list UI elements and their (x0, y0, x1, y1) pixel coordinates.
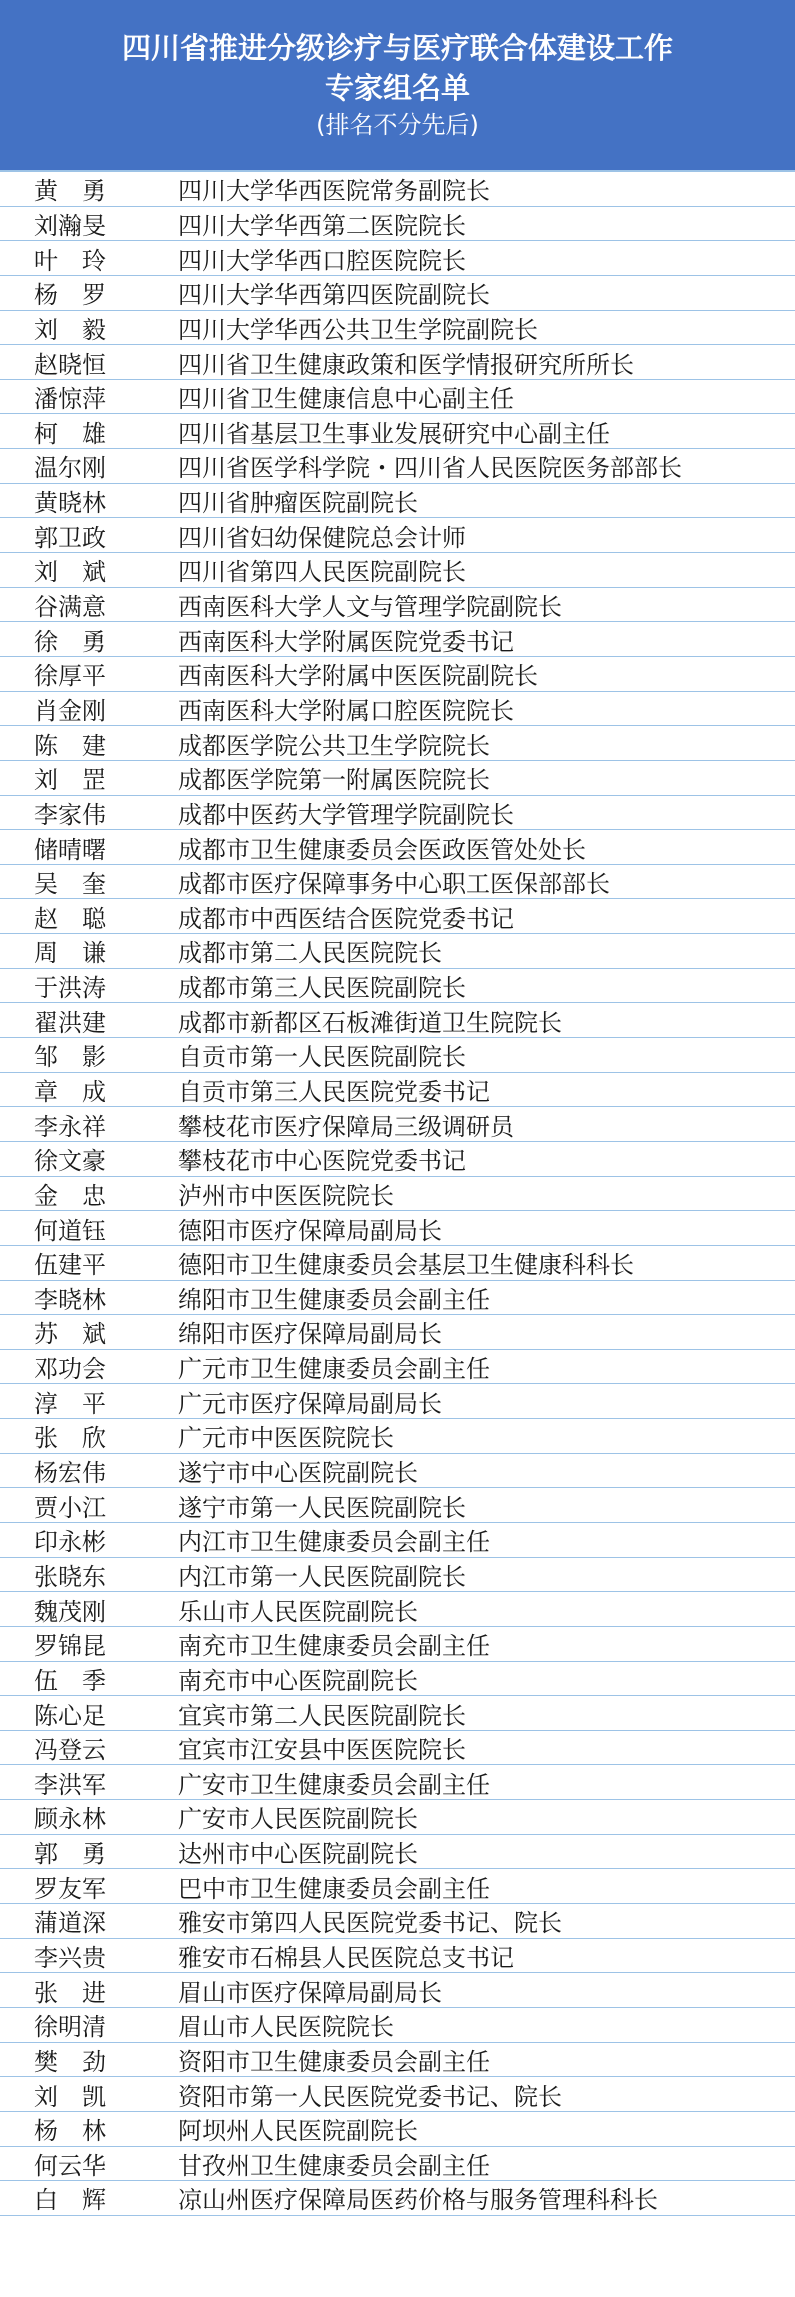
member-title: 内江市第一人民医院副院长 (178, 1562, 466, 1591)
list-item (0, 2147, 795, 2182)
member-title: 四川省肿瘤医院副院长 (178, 489, 418, 518)
member-title: 阿坝州人民医院副院长 (178, 2117, 418, 2146)
member-title: 成都市第三人民医院副院长 (178, 974, 466, 1003)
list-item (0, 1765, 795, 1800)
member-title: 绵阳市卫生健康委员会副主任 (178, 1285, 490, 1314)
list-item (0, 1211, 795, 1246)
list-item (0, 484, 795, 519)
list-item (0, 1073, 795, 1108)
list-item (0, 1904, 795, 1939)
member-name: 翟洪建 (34, 1008, 106, 1037)
list-item (0, 1696, 795, 1731)
member-title: 泸州市中医医院院长 (178, 1181, 394, 1210)
member-title: 四川省卫生健康政策和医学情报研究所所长 (178, 350, 634, 379)
member-title: 西南医科大学人文与管理学院副院长 (178, 593, 562, 622)
list-item (0, 172, 795, 207)
list-item (0, 1835, 795, 1870)
list-item (0, 1592, 795, 1627)
member-title: 四川大学华西第四医院副院长 (178, 281, 490, 310)
list-item (0, 553, 795, 588)
member-name: 刘 毅 (34, 315, 106, 344)
list-item (0, 761, 795, 796)
list-item (0, 657, 795, 692)
member-name: 罗锦昆 (34, 1632, 106, 1661)
member-title: 成都医学院第一附属医院院长 (178, 766, 490, 795)
member-name: 贾小江 (34, 1493, 106, 1522)
member-name: 张 进 (34, 1978, 106, 2007)
list-item (0, 1177, 795, 1212)
list-item (0, 2112, 795, 2147)
member-title: 四川省卫生健康信息中心副主任 (178, 385, 514, 414)
member-name: 伍建平 (34, 1251, 106, 1280)
list-item (0, 414, 795, 449)
list-item (0, 2043, 795, 2078)
list-item (0, 1315, 795, 1350)
member-title: 四川省妇幼保健院总会计师 (178, 523, 466, 552)
list-item (0, 207, 795, 242)
member-name: 伍 季 (34, 1666, 106, 1695)
list-item (0, 380, 795, 415)
member-name: 魏茂刚 (34, 1597, 106, 1626)
list-item (0, 1800, 795, 1835)
member-name: 黄 勇 (34, 177, 106, 206)
member-name: 冯登云 (34, 1736, 106, 1765)
member-name: 黄晓林 (34, 489, 106, 518)
member-title: 德阳市卫生健康委员会基层卫生健康科科长 (178, 1251, 634, 1280)
member-list (0, 170, 795, 2216)
member-name: 陈心足 (34, 1701, 106, 1730)
member-name: 樊 劲 (34, 2047, 106, 2076)
list-item (0, 1973, 795, 2008)
member-title: 广安市卫生健康委员会副主任 (178, 1770, 490, 1799)
page-title: 四川省推进分级诊疗与医疗联合体建设工作 (121, 31, 673, 65)
list-item (0, 2008, 795, 2043)
list-item (0, 692, 795, 727)
member-title: 自贡市第三人民医院党委书记 (178, 1077, 490, 1106)
list-item (0, 1662, 795, 1697)
list-item (0, 276, 795, 311)
list-item (0, 449, 795, 484)
member-name: 金 忠 (34, 1181, 106, 1210)
member-name: 李晓林 (34, 1285, 106, 1314)
member-title: 遂宁市中心医院副院长 (178, 1459, 418, 1488)
member-name: 柯 雄 (34, 419, 106, 448)
member-title: 四川省基层卫生事业发展研究中心副主任 (178, 419, 610, 448)
member-name: 何道钰 (34, 1216, 106, 1245)
member-title: 成都医学院公共卫生学院院长 (178, 731, 490, 760)
member-title: 巴中市卫生健康委员会副主任 (178, 1874, 490, 1903)
member-name: 淳 平 (34, 1389, 106, 1418)
member-name: 李洪军 (34, 1770, 106, 1799)
member-title: 达州市中心医院副院长 (178, 1840, 418, 1869)
member-name: 刘瀚旻 (34, 211, 106, 240)
member-title: 资阳市卫生健康委员会副主任 (178, 2047, 490, 2076)
member-name: 储晴曙 (34, 835, 106, 864)
member-title: 遂宁市第一人民医院副院长 (178, 1493, 466, 1522)
member-name: 顾永林 (34, 1805, 106, 1834)
member-name: 吴 奎 (34, 870, 106, 899)
list-item (0, 1939, 795, 1974)
list-item (0, 1003, 795, 1038)
member-name: 徐明清 (34, 2013, 106, 2042)
member-title: 广元市中医医院院长 (178, 1424, 394, 1453)
member-title: 四川大学华西公共卫生学院副院长 (178, 315, 538, 344)
member-name: 温尔刚 (34, 454, 106, 483)
member-name: 潘惊萍 (34, 385, 106, 414)
member-name: 叶 玲 (34, 246, 106, 275)
member-title: 攀枝花市中心医院党委书记 (178, 1147, 466, 1176)
member-name: 邹 影 (34, 1043, 106, 1072)
member-title: 四川省医学科学院・四川省人民医院医务部部长 (178, 454, 682, 483)
list-item (0, 345, 795, 380)
member-title: 雅安市第四人民医院党委书记、院长 (178, 1909, 562, 1938)
member-name: 陈 建 (34, 731, 106, 760)
member-title: 宜宾市江安县中医医院院长 (178, 1736, 466, 1765)
list-item (0, 1038, 795, 1073)
member-title: 资阳市第一人民医院党委书记、院长 (178, 2082, 562, 2111)
member-name: 谷满意 (34, 593, 106, 622)
member-name: 杨 罗 (34, 281, 106, 310)
header-banner (0, 0, 795, 170)
list-item (0, 726, 795, 761)
member-title: 四川大学华西口腔医院院长 (178, 246, 466, 275)
list-item (0, 796, 795, 831)
member-title: 西南医科大学附属中医医院副院长 (178, 662, 538, 691)
member-name: 周 谦 (34, 939, 106, 968)
member-name: 蒲道深 (34, 1909, 106, 1938)
member-title: 南充市中心医院副院长 (178, 1666, 418, 1695)
member-name: 张 欣 (34, 1424, 106, 1453)
member-name: 赵晓恒 (34, 350, 106, 379)
list-item (0, 518, 795, 553)
list-item (0, 1246, 795, 1281)
list-item (0, 1523, 795, 1558)
member-title: 成都市新都区石板滩街道卫生院院长 (178, 1008, 562, 1037)
member-title: 成都市医疗保障事务中心职工医保部部长 (178, 870, 610, 899)
member-title: 南充市卫生健康委员会副主任 (178, 1632, 490, 1661)
member-title: 成都市中西医结合医院党委书记 (178, 904, 514, 933)
list-item (0, 2077, 795, 2112)
list-item (0, 899, 795, 934)
member-name: 徐 勇 (34, 627, 106, 656)
member-title: 内江市卫生健康委员会副主任 (178, 1528, 490, 1557)
member-name: 刘 凯 (34, 2082, 106, 2111)
list-item (0, 1454, 795, 1489)
ranking-note: (排名不分先后) (316, 111, 479, 139)
member-name: 印永彬 (34, 1528, 106, 1557)
list-item (0, 1107, 795, 1142)
member-title: 雅安市石棉县人民医院总支书记 (178, 1944, 514, 1972)
list-item (0, 1731, 795, 1766)
member-name: 刘 罡 (34, 766, 106, 795)
member-name: 于洪涛 (34, 974, 106, 1003)
list-item (0, 311, 795, 346)
member-title: 自贡市第一人民医院副院长 (178, 1043, 466, 1072)
list-item (0, 2181, 795, 2216)
list-item (0, 1488, 795, 1523)
list-item (0, 588, 795, 623)
member-title: 甘孜州卫生健康委员会副主任 (178, 2151, 490, 2180)
member-title: 广元市医疗保障局副局长 (178, 1389, 442, 1418)
list-item (0, 622, 795, 657)
list-item (0, 1142, 795, 1177)
member-name: 李永祥 (34, 1112, 106, 1141)
member-title: 德阳市医疗保障局副局长 (178, 1216, 442, 1245)
member-title: 四川省第四人民医院副院长 (178, 558, 466, 587)
member-title: 乐山市人民医院副院长 (178, 1597, 418, 1626)
list-item (0, 934, 795, 969)
member-name: 肖金刚 (34, 696, 106, 725)
list-item (0, 1869, 795, 1904)
member-name: 何云华 (34, 2151, 106, 2180)
list-item (0, 865, 795, 900)
member-title: 眉山市人民医院院长 (178, 2013, 394, 2042)
member-name: 赵 聪 (34, 904, 106, 933)
member-title: 成都中医药大学管理学院副院长 (178, 800, 514, 829)
list-item (0, 1281, 795, 1316)
member-name: 杨宏伟 (34, 1459, 106, 1488)
page-subtitle: 专家组名单 (324, 71, 470, 105)
member-title: 广安市人民医院副院长 (178, 1805, 418, 1834)
member-title: 西南医科大学附属口腔医院院长 (178, 696, 514, 725)
list-item (0, 1558, 795, 1593)
list-item (0, 241, 795, 276)
member-name: 郭卫政 (34, 523, 106, 552)
list-item (0, 830, 795, 865)
list-item (0, 1627, 795, 1662)
member-title: 成都市卫生健康委员会医政医管处处长 (178, 835, 586, 864)
member-name: 刘 斌 (34, 558, 106, 587)
member-title: 四川大学华西医院常务副院长 (178, 177, 490, 206)
list-item (0, 1384, 795, 1419)
member-name: 李兴贵 (34, 1944, 106, 1972)
member-name: 罗友军 (34, 1874, 106, 1903)
member-title: 宜宾市第二人民医院副院长 (178, 1701, 466, 1730)
member-name: 章 成 (34, 1077, 106, 1106)
member-name: 苏 斌 (34, 1320, 106, 1349)
member-name: 白 辉 (34, 2186, 106, 2215)
member-title: 攀枝花市医疗保障局三级调研员 (178, 1112, 514, 1141)
member-name: 张晓东 (34, 1562, 106, 1591)
member-name: 杨 林 (34, 2117, 106, 2146)
member-title: 广元市卫生健康委员会副主任 (178, 1355, 490, 1384)
list-item (0, 1350, 795, 1385)
member-name: 邓功会 (34, 1355, 106, 1384)
list-item (0, 969, 795, 1004)
member-title: 西南医科大学附属医院党委书记 (178, 627, 514, 656)
member-title: 眉山市医疗保障局副局长 (178, 1978, 442, 2007)
member-title: 四川大学华西第二医院院长 (178, 211, 466, 240)
member-name: 郭 勇 (34, 1840, 106, 1869)
member-name: 徐厚平 (34, 662, 106, 691)
member-name: 李家伟 (34, 800, 106, 829)
member-title: 凉山州医疗保障局医药价格与服务管理科科长 (178, 2186, 658, 2215)
member-title: 成都市第二人民医院院长 (178, 939, 442, 968)
list-item (0, 1419, 795, 1454)
member-name: 徐文豪 (34, 1147, 106, 1176)
member-title: 绵阳市医疗保障局副局长 (178, 1320, 442, 1349)
